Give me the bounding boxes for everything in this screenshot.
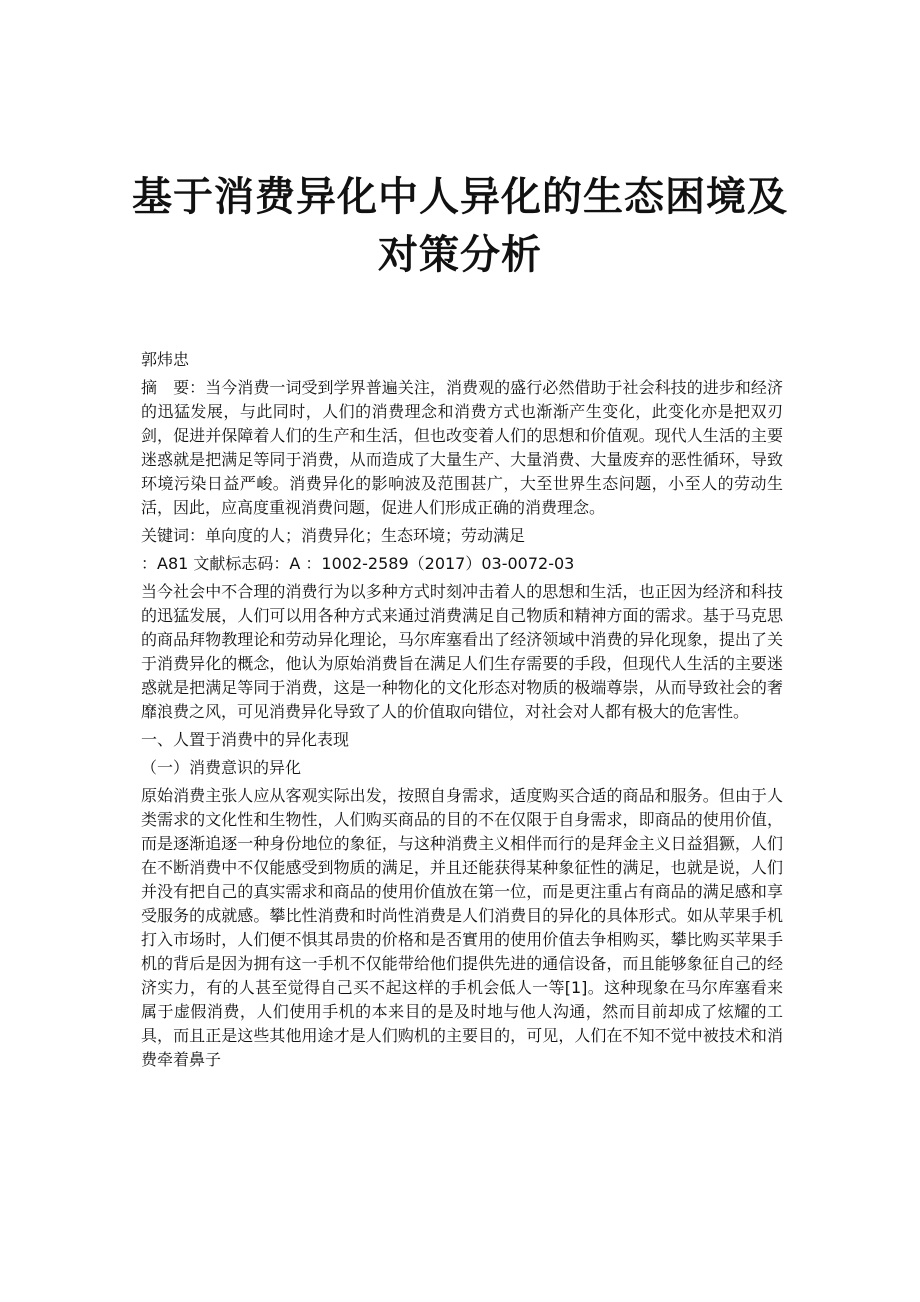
subsection-heading: （一）消费意识的异化 [141,758,302,777]
intro-paragraph: 当今社会中不合理的消费行为以多种方式时刻冲击着人的思想和生活，也正因为经济和科技的迅猛发展，人们可以用各种方式来通过消费满足自己物质和精神方面的需求。基于马克思的商品拜物教理论和劳动异化理论，马尔库塞看出了经济领域中消费的异化现象，提出了关于消费异化的概念，他认为原始消费旨在满足人们生存需要的手段，但现代人生活的主要迷惑就是把满足等同于消费，这是一种物化的文化形态对物质的极端尊崇，从而导致社会的奢靡浪费之风，可见消费异化导致了人的价值取向错位，对社会对人都有极大的危害性。 [141,582,783,721]
body-paragraph: 原始消费主张人应从客观实际出发，按照自身需求，适度购买合适的商品和服务。但由于人类需求的文化性和生物性，人们购买商品的目的不在仅限于自身需求，即商品的使用价值，而是逐渐追逐一种身份地位的象征，与这种消费主义相伴而行的是拜金主义日益猖獗，人们在不断消费中不仅能感受到物质的满足，并且还能获得某种象征性的满足，也就是说，人们并没有把自己的真实需求和商品的使用价值放在第一位，而是更注重占有商品的满足感和享受服务的成就感。攀比性消费和时尚性消费是人们消费目的异化的具体形式。如从苹果手机打入市场时，人们便不惧其昂贵的价格和是否實用的使用价值去争相购买，攀比购买苹果手机的背后是因为拥有这一手机不仅能带给他们提供先进的通信设备，而且能够象征自己的经济实力，有的人甚至觉得自己买不起这样的手机会低人一等[1]。这种现象在马尔库塞看来属于虚假消费，人们使用手机的本来目的是及时地与他人沟通，然而目前却成了炫耀的工具，而且正是这些其他用途才是人们购机的主要目的，可见，人们在不知不觉中被技术和消费牵着鼻子 [141,786,783,1069]
classification-line: ：A81 文献标志码：A ：1002-2589（2017）03-0072-03 [141,554,575,573]
paper-body [141,348,783,1076]
abstract-paragraph: 摘 要：当今消费一词受到学界普遍关注，消费观的盛行必然借助于社会科技的进步和经济的迅猛发展，与此同时，人们的消费理念和消费方式也渐渐产生变化，此变化亦是把双刃剑，促进并保障着人们的生产和生活，但也改变着人们的思想和价值观。现代人生活的主要迷惑就是把满足等同于消费，从而造成了大量生产、大量消费、大量废弃的恶性循环，导致环境污染日益严峻。消费异化的影响波及范围甚广，大至世界生态问题，小至人的劳动生活，因此，应高度重视消费问题，促进人们形成正确的消费理念。 [141,378,783,517]
keywords-line: 关键词：单向度的人；消费异化；生态环境；劳动满足 [141,526,526,545]
author-name: 郭炜忠 [141,350,190,369]
paper-title: 基于消费异化中人异化的生态困境及对策分析 [132,173,788,278]
section-heading: 一、人置于消费中的异化表现 [141,730,350,749]
